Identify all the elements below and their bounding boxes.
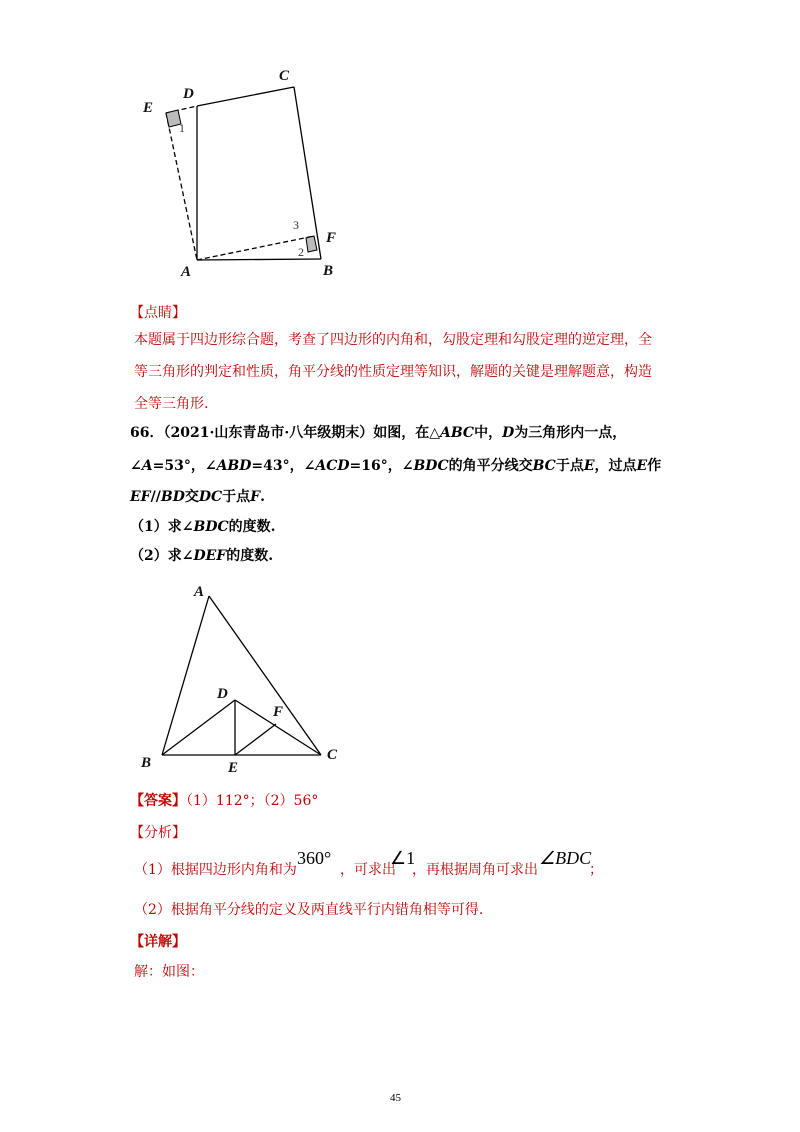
answer-line bbox=[130, 791, 318, 811]
text-mid: 中， bbox=[474, 425, 503, 441]
angle-2: 2 bbox=[298, 245, 304, 259]
dashed-EA bbox=[166, 113, 197, 260]
angle-3: 3 bbox=[293, 218, 299, 232]
label-A: A bbox=[181, 264, 192, 280]
label-B: B bbox=[323, 263, 334, 279]
label-A: A bbox=[194, 584, 205, 600]
var-E-2: E bbox=[636, 458, 648, 474]
label-C: C bbox=[327, 747, 338, 763]
var-F: F bbox=[250, 489, 261, 505]
figure2-shapes bbox=[162, 596, 321, 755]
var-ACD: ACD bbox=[315, 458, 350, 474]
problem-line-3: EF//BD交DC于点F. bbox=[130, 489, 265, 505]
label-F: F bbox=[273, 704, 284, 720]
label-D: D bbox=[183, 86, 194, 102]
fenxi-line-2: （2）根据角平分线的定义及两直线平行内错角相等可得. bbox=[134, 902, 484, 918]
var-BDC: BDC bbox=[413, 458, 449, 474]
label-E: E bbox=[228, 760, 239, 775]
edge-DC bbox=[197, 87, 294, 106]
xiangjie-heading: 【详解】 bbox=[130, 934, 186, 950]
figure-triangle bbox=[135, 580, 350, 775]
var-ABD: ABD bbox=[216, 458, 252, 474]
label-C: C bbox=[279, 68, 290, 84]
problem-line-1 bbox=[130, 423, 626, 443]
text-rest: 为三角形内一点， bbox=[514, 425, 627, 441]
segment-BD bbox=[162, 700, 235, 755]
var-A: A bbox=[141, 458, 153, 474]
label-D: D bbox=[217, 686, 228, 702]
problem-number: 66．（2021·山东青岛市·八年级期末）如图，在△ bbox=[130, 425, 440, 441]
math-360: 360° bbox=[297, 848, 332, 868]
var-BD: BD bbox=[160, 489, 185, 505]
edge-CB bbox=[294, 87, 321, 259]
edge-AB bbox=[197, 259, 321, 260]
var-BC: BC bbox=[532, 458, 556, 474]
edge-AB bbox=[162, 596, 209, 755]
math-angle-BDC: ∠BDC bbox=[539, 848, 592, 868]
segment-EF bbox=[235, 724, 276, 755]
var-EF: EF bbox=[130, 489, 151, 505]
dianjing-heading: 【点睛】 bbox=[130, 305, 186, 321]
dianjing-line-2: 等三角形的判定和性质，角平分线的性质定理等知识，解题的关键是理解题意，构造 bbox=[134, 364, 652, 380]
angle-1: 1 bbox=[179, 121, 185, 135]
figure-quadrilateral bbox=[130, 60, 360, 290]
answer-heading: 【答案】 bbox=[130, 793, 186, 809]
dashed-AF bbox=[197, 236, 314, 260]
problem-line-2: ∠A=53°，∠ABD=43°，∠ACD=16°，∠BDC的角平分线交BC于点E，过点E作 bbox=[130, 458, 662, 474]
var-D: D bbox=[502, 425, 515, 441]
dianjing-line-3: 全等三角形. bbox=[134, 396, 209, 412]
var-DC: DC bbox=[198, 489, 223, 505]
var-E: E bbox=[583, 458, 595, 474]
xiangjie-line-1: 解：如图： bbox=[134, 964, 204, 980]
answer-text: （1）112°；（2）56° bbox=[186, 793, 319, 809]
var-ABC: ABC bbox=[439, 425, 475, 441]
edge-AC bbox=[209, 596, 321, 755]
page-number: 45 bbox=[390, 1092, 401, 1104]
fenxi-heading: 【分析】 bbox=[130, 825, 186, 841]
question-1: （1）求∠BDC的度数. bbox=[130, 519, 276, 535]
question-2: （2）求∠DEF的度数. bbox=[130, 548, 274, 564]
label-F: F bbox=[326, 230, 337, 246]
figure1-shapes bbox=[166, 87, 321, 260]
right-angle-mark-F bbox=[306, 236, 317, 252]
math-angle-1: ∠1 bbox=[390, 848, 416, 868]
label-E: E bbox=[143, 100, 154, 116]
label-B: B bbox=[141, 755, 152, 771]
dianjing-line-1: 本题属于四边形综合题，考查了四边形的内角和，勾股定理和勾股定理的逆定理，全 bbox=[134, 332, 652, 348]
